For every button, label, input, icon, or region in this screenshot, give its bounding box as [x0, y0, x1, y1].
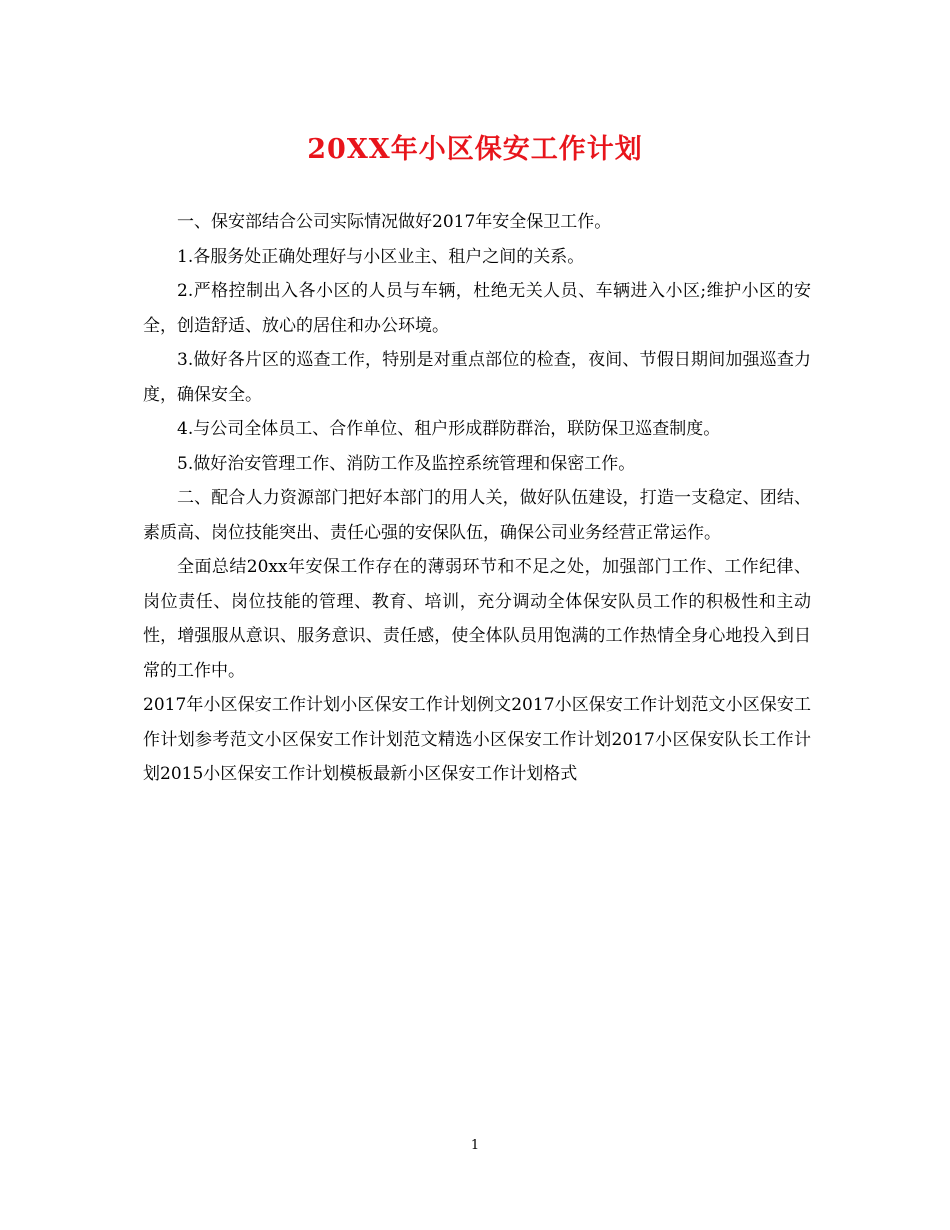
paragraph-section-2: 二、配合人力资源部门把好本部门的用人关，做好队伍建设，打造一支稳定、团结、素质高、岗位技能突出、责任心强的安保队伍，确保公司业务经营正常运作。	[143, 488, 811, 543]
paragraph-item-2: 2.严格控制出入各小区的人员与车辆，杜绝无关人员、车辆进入小区;维护小区的安全，创造舒适、放心的居住和办公环境。	[143, 281, 811, 336]
related-links-text: 2017年小区保安工作计划小区保安工作计划例文2017小区保安工作计划范文小区保安工作计划参考范文小区保安工作计划范文精选小区保安工作计划2017小区保安队长工作计划2015小区保安工作计划模板最新小区保安工作计划格式	[143, 695, 811, 784]
paragraph-item-1: 1.各服务处正确处理好与小区业主、租户之间的关系。	[177, 246, 585, 267]
paragraph-section-1: 一、保安部结合公司实际情况做好2017年安全保卫工作。	[177, 212, 612, 232]
paragraph-summary: 全面总结20xx年安保工作存在的薄弱环节和不足之处，加强部门工作、工作纪律、岗位责任、岗位技能的管理、教育、培训，充分调动全体保安队员工作的积极性和主动性，增强服从意识、服务意识、责任感，使全体队员用饱满的工作热情全身心地投入到日常的工作中。	[143, 557, 811, 681]
paragraph-item-5: 5.做好治安管理工作、消防工作及监控系统管理和保密工作。	[177, 453, 636, 474]
document-body	[143, 205, 811, 792]
document-title: 20XX年小区保安工作计划	[307, 134, 643, 165]
paragraph-item-4: 4.与公司全体员工、合作单位、租户形成群防群治，联防保卫巡查制度。	[177, 419, 721, 439]
paragraph-item-3: 3.做好各片区的巡查工作，特别是对重点部位的检查，夜间、节假日期间加强巡查力度，确保安全。	[143, 350, 811, 405]
page-number: 1	[470, 1138, 480, 1153]
